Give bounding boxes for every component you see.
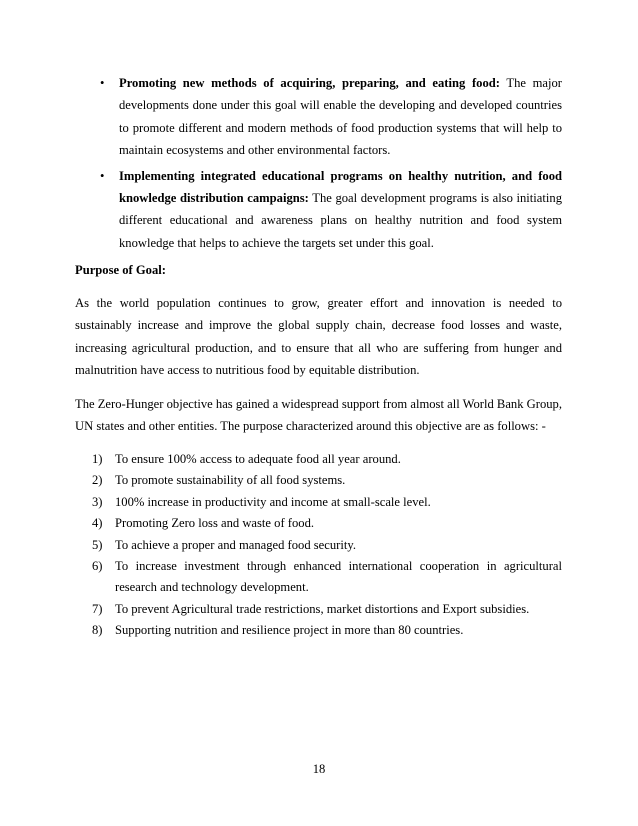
list-number: 8) xyxy=(92,623,103,638)
list-text: 100% increase in productivity and income at small-scale level. xyxy=(115,494,431,509)
list-text: To achieve a proper and managed food security. xyxy=(115,537,356,552)
list-item xyxy=(92,492,562,513)
list-number: 1) xyxy=(92,452,103,466)
bullet-item xyxy=(100,72,562,162)
list-item xyxy=(92,513,562,534)
list-item xyxy=(92,449,562,470)
list-text: Promoting Zero loss and waste of food. xyxy=(115,516,315,531)
list-number: 4) xyxy=(92,516,103,531)
goal-bullet-list xyxy=(100,72,562,257)
bullet-lead: Promoting new methods of acquiring, preparing, and eating food: xyxy=(119,76,500,90)
bullet-lead: Implementing integrated educational programs on healthy nutrition, and food knowledge distribution campaigns: xyxy=(119,168,562,206)
list-item xyxy=(92,556,562,599)
paragraph-population: As the world population continues to grow, greater effort and innovation is needed to sustainably increase and improve the global supply chain, decrease food losses and waste, increasing agricultural production, and to ensure that all who are suffering from hunger and malnutrition have access to nutritious food by equitable distribution. xyxy=(75,296,562,378)
paragraph-zero-hunger: The Zero-Hunger objective has gained a widespread support from almost all World Bank Group, UN states and other entities. The purpose characterized around this objective are as follows: - xyxy=(75,397,562,434)
list-item xyxy=(92,535,562,556)
list-number: 2) xyxy=(92,473,103,488)
list-item xyxy=(92,470,562,491)
bullet-item xyxy=(100,165,562,255)
bullet-text: The major developments done under this goal will enable the developing and developed countries to promote different and modern methods of food production systems that will help to maintain ecosystems and other environmental factors. xyxy=(119,76,562,158)
section-heading: Purpose of Goal: xyxy=(75,263,166,277)
bullet-dot-icon: • xyxy=(100,76,105,90)
list-text: To promote sustainability of all food systems. xyxy=(115,473,346,488)
list-number: 3) xyxy=(92,494,103,509)
list-text: Supporting nutrition and resilience project in more than 80 countries. xyxy=(115,623,464,638)
list-number: 6) xyxy=(92,559,103,574)
purpose-list xyxy=(92,449,562,642)
list-text: To prevent Agricultural trade restrictions, market distortions and Export subsidies. xyxy=(115,601,530,616)
list-text: To ensure 100% access to adequate food all year around. xyxy=(115,452,401,466)
page-number: 18 xyxy=(312,762,326,776)
bullet-text: The goal development programs is also initiating different educational and awareness plans on healthy nutrition and food system knowledge that helps to achieve the targets set under this goal. xyxy=(119,191,562,250)
list-text: To increase investment through enhanced international cooperation in agricultural research and technology development. xyxy=(115,559,562,595)
list-number: 5) xyxy=(92,537,103,552)
list-item xyxy=(92,620,562,641)
bullet-dot-icon: • xyxy=(100,168,105,183)
list-number: 7) xyxy=(92,601,103,616)
list-item xyxy=(92,599,562,620)
